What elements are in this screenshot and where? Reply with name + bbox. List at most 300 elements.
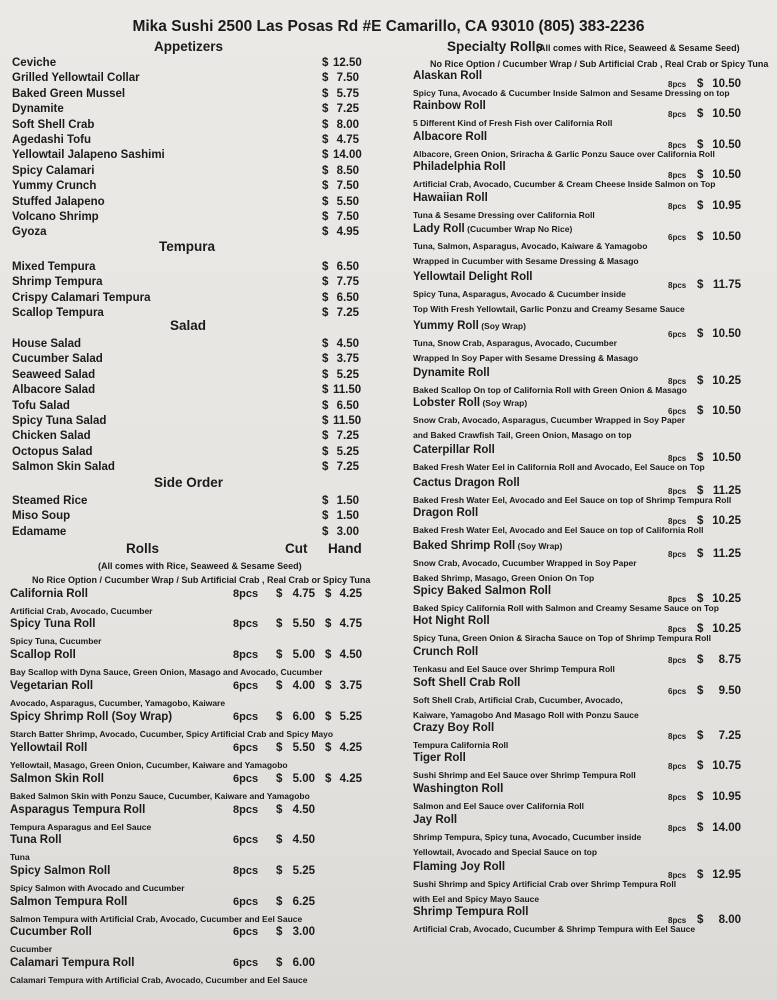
specialty-roll-name: Alaskan Roll — [413, 70, 483, 82]
salad-item-price: 7.25 — [336, 430, 359, 443]
salad-item-name: Tofu Salad — [12, 399, 70, 412]
roll-description: Salmon Tempura with Artificial Crab, Avocado, Cucumber and Eel Sauce — [10, 914, 303, 924]
specialty-roll-currency: $ — [697, 730, 704, 742]
appetizer-item-name: Yummy Crunch — [12, 180, 97, 193]
appetizer-item-currency: $ — [322, 87, 329, 100]
appetizer-item-name: Volcano Shrimp — [12, 211, 99, 223]
appetizer-item-name: Ceviche — [12, 57, 57, 69]
side-order-section-title: Side Order — [154, 475, 224, 490]
specialty-roll-pieces: 8pcs — [668, 487, 687, 496]
specialty-roll-pieces: 6pcs — [668, 233, 687, 242]
specialty-roll-pieces: 8pcs — [668, 732, 687, 741]
specialty-roll-currency: $ — [697, 139, 704, 151]
specialty-roll-currency: $ — [697, 78, 704, 90]
roll-cut-currency: $ — [276, 896, 283, 908]
specialty-roll-price: 9.50 — [718, 685, 741, 697]
appetizer-item-name: Yellowtail Jalapeno Sashimi — [12, 149, 165, 162]
tempura-item-currency: $ — [322, 291, 329, 304]
appetizer-item-currency: $ — [322, 103, 329, 116]
specialty-roll-name: Crazy Boy Roll — [413, 722, 495, 734]
salad-item-price: 3.75 — [336, 353, 359, 366]
roll-description: Tuna — [10, 852, 30, 862]
rolls-section-title: Rolls — [126, 541, 160, 556]
appetizer-item-currency: $ — [322, 118, 329, 131]
specialty-roll-name: Hot Night Roll — [413, 615, 490, 627]
salad-section-title: Salad — [170, 318, 207, 333]
specialty-roll-name: Tiger Roll — [413, 752, 466, 764]
salad-item-name: House Salad — [12, 338, 82, 350]
specialty-roll-price: 11.25 — [712, 548, 741, 560]
specialty-roll-description: Baked Fresh Water Eel, Avocado and Eel Sauce on top of California Roll — [413, 525, 704, 535]
appetizer-item-name: Agedashi Tofu — [12, 134, 92, 146]
specialty-roll-pieces: 8pcs — [668, 625, 687, 634]
specialty-roll-currency: $ — [697, 200, 704, 212]
side-order-item-currency: $ — [322, 525, 329, 538]
side-order-item-currency: $ — [322, 495, 329, 507]
specialty-roll-name: Dynamite Roll — [413, 367, 490, 379]
salad-item-price: 5.25 — [336, 445, 359, 458]
specialty-roll-description: Sushi Shrimp and Spicy Artificial Crab over Shrimp Tempura Roll — [413, 879, 677, 889]
specialty-roll-name: Yummy Roll (Soy Wrap) — [413, 320, 526, 332]
appetizer-item-currency: $ — [322, 211, 329, 223]
rolls-cut-header: Cut — [285, 541, 308, 556]
salad-item-name: Octopus Salad — [12, 445, 93, 458]
roll-name: Vegetarian Roll — [10, 680, 94, 692]
appetizer-item-name: Grilled Yellowtail Collar — [12, 72, 140, 85]
salad-item-currency: $ — [322, 353, 329, 366]
specialty-roll-description: Snow Crab, Avocado, Cucumber Wrapped in Soy Paper — [413, 558, 637, 568]
appetizer-item-price: 5.75 — [336, 87, 359, 100]
roll-name: Spicy Salmon Roll — [10, 865, 111, 877]
appetizer-item-price: 4.95 — [336, 226, 359, 239]
specialty-roll-currency: $ — [697, 452, 704, 464]
appetizer-item-price: 8.50 — [336, 164, 359, 177]
specialty-roll-description: and Baked Crawfish Tail, Green Onion, Masago on top — [413, 430, 632, 440]
appetizer-item-price: 7.25 — [336, 103, 359, 116]
roll-cut-currency: $ — [276, 926, 283, 938]
specialty-roll-pieces: 8pcs — [668, 377, 687, 386]
roll-description: Baked Salmon Skin with Ponzu Sauce, Cucumber, Kaiware and Yamagobo — [10, 791, 310, 801]
specialty-roll-price: 10.95 — [712, 791, 741, 803]
side-order-item-name: Edamame — [12, 525, 67, 538]
roll-pieces: 6pcs — [233, 926, 259, 938]
roll-cut-currency: $ — [276, 588, 283, 600]
rolls-subtitle: (All comes with Rice, Seaweed & Sesame Seed) — [98, 561, 302, 571]
specialty-roll-description: Wrapped in Cucumber with Sesame Dressing & Masago — [413, 256, 639, 266]
specialty-roll-price: 8.00 — [718, 914, 741, 926]
appetizer-item-currency: $ — [322, 134, 329, 146]
roll-description: Artificial Crab, Avocado, Cucumber — [10, 606, 153, 616]
specialty-roll-description: Shrimp Tempura, Spicy tuna, Avocado, Cucumber inside — [413, 832, 642, 842]
specialty-roll-currency: $ — [697, 593, 704, 605]
roll-cut-price: 4.50 — [292, 834, 315, 846]
tempura-item-price: 6.50 — [336, 261, 359, 273]
roll-hand-price: 4.25 — [339, 773, 362, 785]
tempura-item-price: 7.75 — [336, 276, 359, 289]
specialty-roll-pieces: 8pcs — [668, 281, 687, 290]
specialty-roll-price: 8.75 — [718, 654, 741, 666]
roll-hand-price: 4.25 — [339, 742, 362, 754]
appetizer-item-price: 7.50 — [336, 72, 359, 85]
specialty-roll-currency: $ — [697, 869, 704, 881]
salad-item-currency: $ — [322, 338, 329, 350]
specialty-roll-description: Spicy Tuna, Asparagus, Avocado & Cucumber inside — [413, 289, 626, 299]
roll-description: Avocado, Asparagus, Cucumber, Yamagobo, Kaiware — [10, 698, 226, 708]
tempura-item-name: Scallop Tempura — [12, 306, 104, 319]
specialty-roll-currency: $ — [697, 623, 704, 635]
specialty-roll-pieces: 6pcs — [668, 330, 687, 339]
specialty-roll-pieces: 8pcs — [668, 110, 687, 119]
roll-name: Scallop Roll — [10, 649, 76, 661]
specialty-roll-description: Wrapped In Soy Paper with Sesame Dressing & Masago — [413, 353, 639, 363]
roll-pieces: 6pcs — [233, 834, 259, 846]
specialty-roll-pieces: 8pcs — [668, 171, 687, 180]
roll-description: Yellowtail, Masago, Green Onion, Cucumber, Kaiware and Yamagobo — [10, 760, 288, 770]
specialty-roll-currency: $ — [697, 279, 704, 291]
appetizer-item-price: 12.50 — [333, 57, 362, 69]
specialty-roll-name: Jay Roll — [413, 814, 458, 826]
roll-name: Spicy Shrimp Roll (Soy Wrap) — [10, 711, 173, 723]
salad-item-currency: $ — [322, 445, 329, 458]
specialty-subtitle: (All comes with Rice, Seaweed & Sesame Seed) — [536, 43, 740, 53]
specialty-roll-pieces: 8pcs — [668, 793, 687, 802]
specialty-roll-price: 10.50 — [712, 139, 741, 151]
roll-cut-price: 6.00 — [292, 957, 315, 969]
specialty-roll-price: 10.50 — [712, 78, 741, 90]
roll-pieces: 6pcs — [233, 711, 259, 723]
specialty-roll-name: Rainbow Roll — [413, 100, 486, 112]
specialty-roll-description: Top With Fresh Yellowtail, Garlic Ponzu and Creamy Sesame Sauce — [413, 304, 685, 314]
specialty-roll-price: 10.25 — [712, 515, 741, 527]
restaurant-header: Mika Sushi 2500 Las Posas Rd #E Camarillo, CA 93010 (805) 383-2236 — [132, 18, 645, 35]
salad-item-currency: $ — [322, 368, 329, 381]
specialty-roll-pieces: 8pcs — [668, 454, 687, 463]
specialty-roll-description: Kaiware, Yamagobo And Masago Roll with Ponzu Sauce — [413, 710, 639, 720]
roll-cut-price: 4.50 — [292, 804, 315, 816]
appetizer-item-price: 8.00 — [336, 118, 359, 131]
specialty-roll-currency: $ — [697, 760, 704, 772]
tempura-item-currency: $ — [322, 261, 329, 273]
roll-pieces: 8pcs — [233, 804, 259, 816]
appetizer-item-currency: $ — [322, 72, 329, 85]
tempura-item-currency: $ — [322, 276, 329, 289]
roll-cut-currency: $ — [276, 618, 283, 630]
specialty-roll-currency: $ — [697, 685, 704, 697]
appetizer-item-price: 5.50 — [336, 195, 359, 208]
specialty-roll-pieces: 6pcs — [668, 687, 687, 696]
appetizer-item-name: Stuffed Jalapeno — [12, 195, 105, 208]
specialty-roll-name: Hawaiian Roll — [413, 192, 488, 204]
specialty-roll-name: Washington Roll — [413, 783, 504, 795]
roll-pieces: 6pcs — [233, 680, 259, 692]
appetizer-item-name: Spicy Calamari — [12, 164, 95, 177]
salad-item-name: Seaweed Salad — [12, 368, 96, 381]
roll-hand-currency: $ — [325, 649, 332, 661]
appetizer-item-currency: $ — [322, 195, 329, 208]
roll-cut-currency: $ — [276, 865, 283, 877]
specialty-roll-price: 10.95 — [712, 200, 741, 212]
specialty-roll-description: Tuna, Snow Crab, Asparagus, Avocado, Cucumber — [413, 338, 617, 348]
specialty-roll-pieces: 8pcs — [668, 656, 687, 665]
salad-item-price: 7.25 — [336, 461, 359, 474]
roll-name: Salmon Tempura Roll — [10, 896, 128, 908]
specialty-roll-name: Yellowtail Delight Roll — [413, 271, 533, 283]
specialty-roll-description: Snow Crab, Avocado, Asparagus, Cucumber Wrapped in Soy Paper — [413, 415, 685, 425]
roll-hand-price: 5.25 — [339, 711, 362, 723]
specialty-roll-tag: (Soy Wrap) — [515, 541, 563, 551]
specialty-roll-description: Albacore, Green Onion, Sriracha & Garlic Ponzu Sauce over California Roll — [413, 149, 715, 159]
specialty-roll-description: Salmon and Eel Sauce over California Roll — [413, 801, 584, 811]
specialty-roll-description: Baked Scallop On top of California Roll with Green Onion & Masago — [413, 385, 687, 395]
salad-item-price: 11.50 — [333, 415, 362, 427]
tempura-item-name: Shrimp Tempura — [12, 276, 103, 289]
salad-item-name: Spicy Tuna Salad — [12, 415, 107, 427]
specialty-roll-currency: $ — [697, 231, 704, 243]
roll-cut-price: 4.75 — [292, 588, 315, 600]
specialty-roll-currency: $ — [697, 375, 704, 387]
tempura-item-name: Mixed Tempura — [12, 261, 96, 273]
salad-item-name: Albacore Salad — [12, 384, 96, 397]
roll-description: Bay Scallop with Dyna Sauce, Green Onion, Masago and Avocado, Cucumber — [10, 667, 323, 677]
specialty-roll-currency: $ — [697, 548, 704, 560]
side-order-item-currency: $ — [322, 510, 329, 523]
tempura-item-name: Crispy Calamari Tempura — [12, 291, 151, 304]
tempura-item-price: 6.50 — [336, 291, 359, 304]
roll-name: Spicy Tuna Roll — [10, 618, 96, 630]
appetizer-item-price: 7.50 — [336, 180, 359, 193]
specialty-roll-pieces: 8pcs — [668, 141, 687, 150]
specialty-roll-pieces: 8pcs — [668, 916, 687, 925]
specialty-roll-description: Spicy Tuna, Avocado & Cucumber Inside Salmon and Sesame Dressing on top — [413, 88, 730, 98]
roll-pieces: 6pcs — [233, 896, 259, 908]
specialty-roll-name: Lobster Roll (Soy Wrap) — [413, 397, 528, 409]
appetizer-item-currency: $ — [322, 180, 329, 193]
appetizer-item-currency: $ — [322, 226, 329, 239]
specialty-roll-price: 10.25 — [712, 593, 741, 605]
specialty-roll-pieces: 6pcs — [668, 407, 687, 416]
tempura-item-price: 7.25 — [336, 306, 359, 319]
specialty-roll-currency: $ — [697, 169, 704, 181]
roll-hand-currency: $ — [325, 680, 332, 692]
specialty-roll-name: Shrimp Tempura Roll — [413, 906, 529, 918]
roll-hand-currency: $ — [325, 711, 332, 723]
roll-pieces: 8pcs — [233, 588, 259, 600]
salad-item-price: 11.50 — [333, 384, 362, 397]
specialty-roll-currency: $ — [697, 822, 704, 834]
roll-name: Asparagus Tempura Roll — [10, 804, 146, 816]
salad-item-currency: $ — [322, 461, 329, 474]
specialty-roll-description: Baked Shrimp, Masago, Green Onion On Top — [413, 573, 595, 583]
appetizer-item-currency: $ — [322, 164, 329, 177]
specialty-roll-name: Albacore Roll — [413, 131, 488, 143]
specialty-roll-currency: $ — [697, 515, 704, 527]
specialty-roll-description: Artificial Crab, Avocado, Cucumber & Shrimp Tempura with Eel Sauce — [413, 924, 696, 934]
specialty-roll-description: Yellowtail, Avocado and Special Sauce on top — [413, 847, 598, 857]
appetizer-item-currency: $ — [322, 57, 329, 69]
specialty-roll-name: Baked Shrimp Roll (Soy Wrap) — [413, 540, 563, 552]
specialty-roll-pieces: 8pcs — [668, 595, 687, 604]
specialty-roll-pieces: 8pcs — [668, 80, 687, 89]
salad-item-currency: $ — [322, 430, 329, 443]
appetizer-item-price: 14.00 — [333, 149, 362, 162]
salad-item-price: 6.50 — [336, 399, 359, 412]
specialty-roll-currency: $ — [697, 328, 704, 340]
specialty-roll-description: Artificial Crab, Avocado, Cucumber & Cream Cheese Inside Salmon on Top — [413, 179, 716, 189]
roll-cut-currency: $ — [276, 711, 283, 723]
specialty-note: No Rice Option / Cucumber Wrap / Sub Artificial Crab , Real Crab or Spicy Tuna — [430, 59, 769, 69]
roll-description: Spicy Salmon with Avocado and Cucumber — [10, 883, 185, 893]
specialty-roll-name: Crunch Roll — [413, 646, 479, 658]
roll-cut-price: 5.25 — [292, 865, 315, 877]
specialty-roll-pieces: 8pcs — [668, 762, 687, 771]
specialty-roll-price: 10.50 — [712, 328, 741, 340]
specialty-roll-price: 10.50 — [712, 452, 741, 464]
specialty-roll-pieces: 8pcs — [668, 550, 687, 559]
specialty-roll-price: 10.50 — [712, 169, 741, 181]
specialty-roll-price: 7.25 — [718, 730, 741, 742]
specialty-roll-description: Baked Fresh Water Eel in California Roll and Avocado, Eel Sauce on Top — [413, 462, 705, 472]
specialty-roll-description: Sushi Shrimp and Eel Sauce over Shrimp Tempura Roll — [413, 770, 636, 780]
side-order-item-price: 3.00 — [336, 525, 359, 538]
specialty-roll-pieces: 8pcs — [668, 202, 687, 211]
rolls-note: No Rice Option / Cucumber Wrap / Sub Artificial Crab , Real Crab or Spicy Tuna — [32, 575, 371, 585]
appetizer-item-name: Baked Green Mussel — [12, 87, 126, 100]
roll-cut-price: 5.50 — [292, 618, 315, 630]
roll-cut-currency: $ — [276, 680, 283, 692]
specialty-roll-currency: $ — [697, 654, 704, 666]
specialty-roll-price: 10.50 — [712, 231, 741, 243]
roll-name: Salmon Skin Roll — [10, 773, 104, 785]
specialty-roll-price: 10.50 — [712, 405, 741, 417]
roll-description: Starch Batter Shrimp, Avocado, Cucumber, Spicy Artificial Crab and Spicy Mayo — [10, 729, 334, 739]
specialty-roll-pieces: 8pcs — [668, 871, 687, 880]
specialty-roll-name: Cactus Dragon Roll — [413, 477, 520, 489]
roll-hand-currency: $ — [325, 588, 332, 600]
appetizer-item-name: Dynamite — [12, 103, 64, 116]
specialty-roll-tag: (Soy Wrap) — [480, 398, 528, 408]
specialty-roll-price: 11.75 — [712, 279, 741, 291]
roll-name: Cucumber Roll — [10, 926, 92, 938]
specialty-roll-price: 10.25 — [712, 375, 741, 387]
specialty-roll-description: with Eel and Spicy Mayo Sauce — [413, 894, 540, 904]
specialty-roll-name: Caterpillar Roll — [413, 444, 495, 456]
specialty-roll-name: Flaming Joy Roll — [413, 861, 506, 873]
specialty-roll-currency: $ — [697, 791, 704, 803]
roll-cut-price: 6.00 — [292, 711, 315, 723]
specialty-roll-description: Tempura California Roll — [413, 740, 509, 750]
specialty-roll-name: Philadelphia Roll — [413, 161, 506, 173]
specialty-roll-pieces: 8pcs — [668, 824, 687, 833]
salad-item-name: Chicken Salad — [12, 430, 91, 443]
roll-cut-price: 5.00 — [292, 773, 315, 785]
specialty-roll-description: Baked Spicy California Roll with Salmon and Creamy Sesame Sauce on Top — [413, 603, 719, 613]
appetizer-item-name: Gyoza — [12, 226, 47, 239]
roll-cut-price: 5.00 — [292, 649, 315, 661]
roll-cut-currency: $ — [276, 804, 283, 816]
roll-name: California Roll — [10, 588, 88, 600]
roll-cut-currency: $ — [276, 649, 283, 661]
roll-description: Spicy Tuna, Cucumber — [10, 636, 102, 646]
specialty-roll-price: 10.25 — [712, 623, 741, 635]
specialty-roll-price: 14.00 — [712, 822, 741, 834]
roll-cut-price: 6.25 — [292, 896, 315, 908]
appetizer-section-title: Appetizers — [154, 39, 224, 54]
salad-item-price: 4.50 — [336, 338, 359, 350]
rolls-hand-header: Hand — [328, 541, 362, 556]
roll-pieces: 8pcs — [233, 649, 259, 661]
specialty-roll-name: Soft Shell Crab Roll — [413, 677, 521, 689]
specialty-roll-price: 10.75 — [712, 760, 741, 772]
specialty-roll-description: Tuna & Sesame Dressing over California Roll — [413, 210, 595, 220]
appetizer-item-price: 7.50 — [336, 211, 359, 223]
roll-cut-price: 5.50 — [292, 742, 315, 754]
roll-cut-currency: $ — [276, 742, 283, 754]
tempura-section-title: Tempura — [159, 239, 216, 254]
salad-item-currency: $ — [322, 399, 329, 412]
specialty-roll-pieces: 8pcs — [668, 517, 687, 526]
specialty-roll-description: Tuna, Salmon, Asparagus, Avocado, Kaiware & Yamagobo — [413, 241, 648, 251]
specialty-roll-tag: (Cucumber Wrap No Rice) — [464, 224, 573, 234]
specialty-roll-price: 10.50 — [712, 108, 741, 120]
roll-hand-currency: $ — [325, 773, 332, 785]
side-order-item-name: Miso Soup — [12, 510, 71, 523]
specialty-roll-price: 11.25 — [712, 485, 741, 497]
roll-pieces: 8pcs — [233, 618, 259, 630]
roll-pieces: 6pcs — [233, 773, 259, 785]
roll-name: Calamari Tempura Roll — [10, 957, 135, 969]
roll-name: Tuna Roll — [10, 834, 62, 846]
salad-item-currency: $ — [322, 415, 329, 427]
roll-cut-currency: $ — [276, 834, 283, 846]
side-order-item-name: Steamed Rice — [12, 495, 88, 507]
roll-description: Cucumber — [10, 944, 53, 954]
salad-item-price: 5.25 — [336, 368, 359, 381]
roll-hand-currency: $ — [325, 618, 332, 630]
roll-hand-price: 3.75 — [339, 680, 362, 692]
roll-cut-currency: $ — [276, 773, 283, 785]
specialty-roll-currency: $ — [697, 108, 704, 120]
roll-description: Calamari Tempura with Artificial Crab, Avocado, Cucumber and Eel Sauce — [10, 975, 308, 985]
roll-hand-price: 4.25 — [339, 588, 362, 600]
tempura-item-currency: $ — [322, 306, 329, 319]
specialty-roll-name: Dragon Roll — [413, 507, 479, 519]
specialty-roll-currency: $ — [697, 405, 704, 417]
roll-name: Yellowtail Roll — [10, 742, 88, 754]
roll-pieces: 8pcs — [233, 865, 259, 877]
specialty-roll-price: 12.95 — [712, 869, 741, 881]
specialty-section-title: Specialty Rolls — [447, 39, 544, 54]
roll-cut-currency: $ — [276, 957, 283, 969]
specialty-roll-description: Tenkasu and Eel Sauce over Shrimp Tempura Roll — [413, 664, 615, 674]
roll-description: Tempura Asparagus and Eel Sauce — [10, 822, 152, 832]
roll-hand-price: 4.50 — [339, 649, 362, 661]
salad-item-name: Cucumber Salad — [12, 353, 103, 366]
side-order-item-price: 1.50 — [336, 495, 359, 507]
side-order-item-price: 1.50 — [336, 510, 359, 523]
specialty-roll-tag: (Soy Wrap) — [478, 321, 526, 331]
specialty-roll-description: 5 Different Kind of Fresh Fish over California Roll — [413, 118, 613, 128]
salad-item-currency: $ — [322, 384, 329, 397]
specialty-roll-currency: $ — [697, 914, 704, 926]
appetizer-item-name: Soft Shell Crab — [12, 118, 95, 131]
roll-pieces: 6pcs — [233, 742, 259, 754]
roll-hand-currency: $ — [325, 742, 332, 754]
roll-cut-price: 4.00 — [292, 680, 315, 692]
specialty-roll-description: Soft Shell Crab, Artificial Crab, Cucumber, Avocado, — [413, 695, 623, 705]
roll-hand-price: 4.75 — [339, 618, 362, 630]
specialty-roll-name: Spicy Baked Salmon Roll — [413, 585, 552, 597]
salad-item-name: Salmon Skin Salad — [12, 461, 115, 474]
